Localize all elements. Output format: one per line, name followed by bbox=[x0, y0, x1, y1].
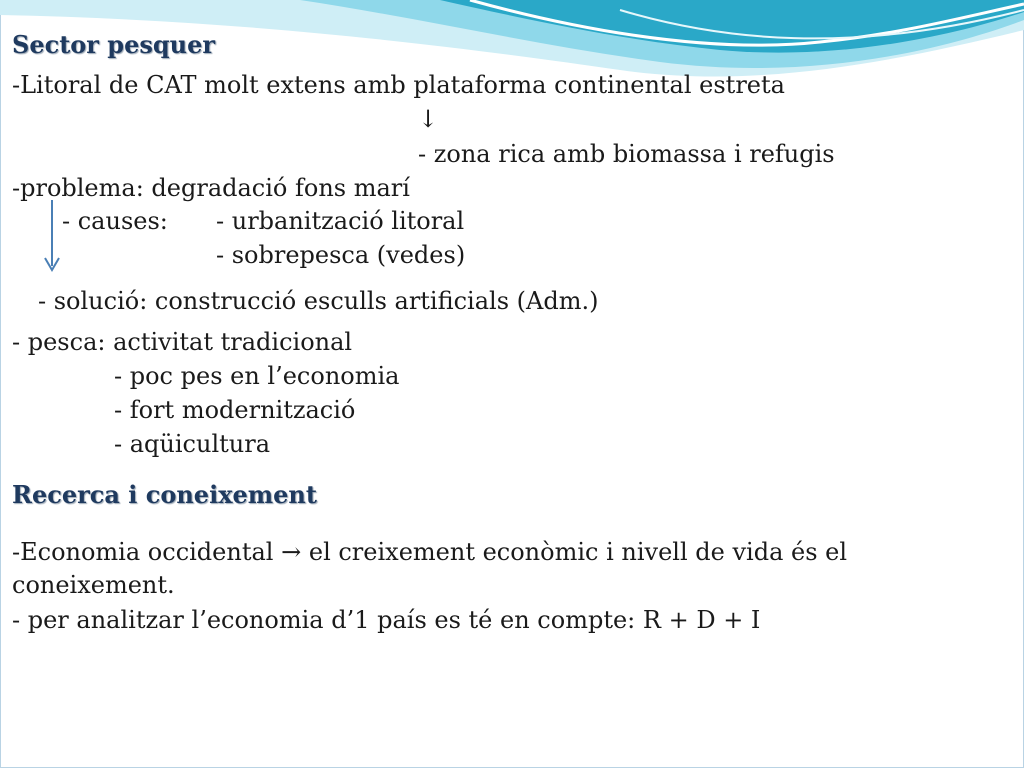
text-coneixement: coneixement. bbox=[12, 571, 175, 599]
down-arrow-icon: ↓ bbox=[418, 105, 439, 133]
long-down-arrow-icon bbox=[40, 198, 64, 274]
list-item: - aqüicultura bbox=[114, 430, 270, 458]
section-title-recerca: Recerca i coneixement bbox=[12, 480, 317, 509]
text-solucio: - solució: construcció esculls artificials (Adm.) bbox=[38, 287, 599, 315]
right-arrow-icon: → bbox=[281, 538, 302, 566]
text-litoral: -Litoral de CAT molt extens amb plataforma continental estreta bbox=[12, 71, 785, 99]
text-economia-occidental bbox=[12, 537, 847, 567]
text-zona-rica: - zona rica amb biomassa i refugis bbox=[418, 140, 835, 168]
text-causes-label: - causes: bbox=[62, 207, 168, 235]
text-cause-sobrepesca: - sobrepesca (vedes) bbox=[216, 241, 466, 269]
list-item: - poc pes en l’economia bbox=[114, 362, 400, 390]
text-problema: -problema: degradació fons marí bbox=[12, 174, 410, 202]
list-item: - fort modernització bbox=[114, 396, 356, 424]
text-economia-b: el creixement econòmic i nivell de vida és el bbox=[308, 538, 848, 566]
text-analitzar: - per analitzar l’economia d’1 país es té en compte: R + D + I bbox=[12, 606, 761, 634]
section-title-sector-pesquer: Sector pesquer bbox=[12, 30, 216, 59]
text-economia-a: -Economia occidental bbox=[12, 538, 274, 566]
text-cause-urbanitzacio: - urbanització litoral bbox=[216, 207, 465, 235]
text-pesca: - pesca: activitat tradicional bbox=[12, 328, 353, 356]
